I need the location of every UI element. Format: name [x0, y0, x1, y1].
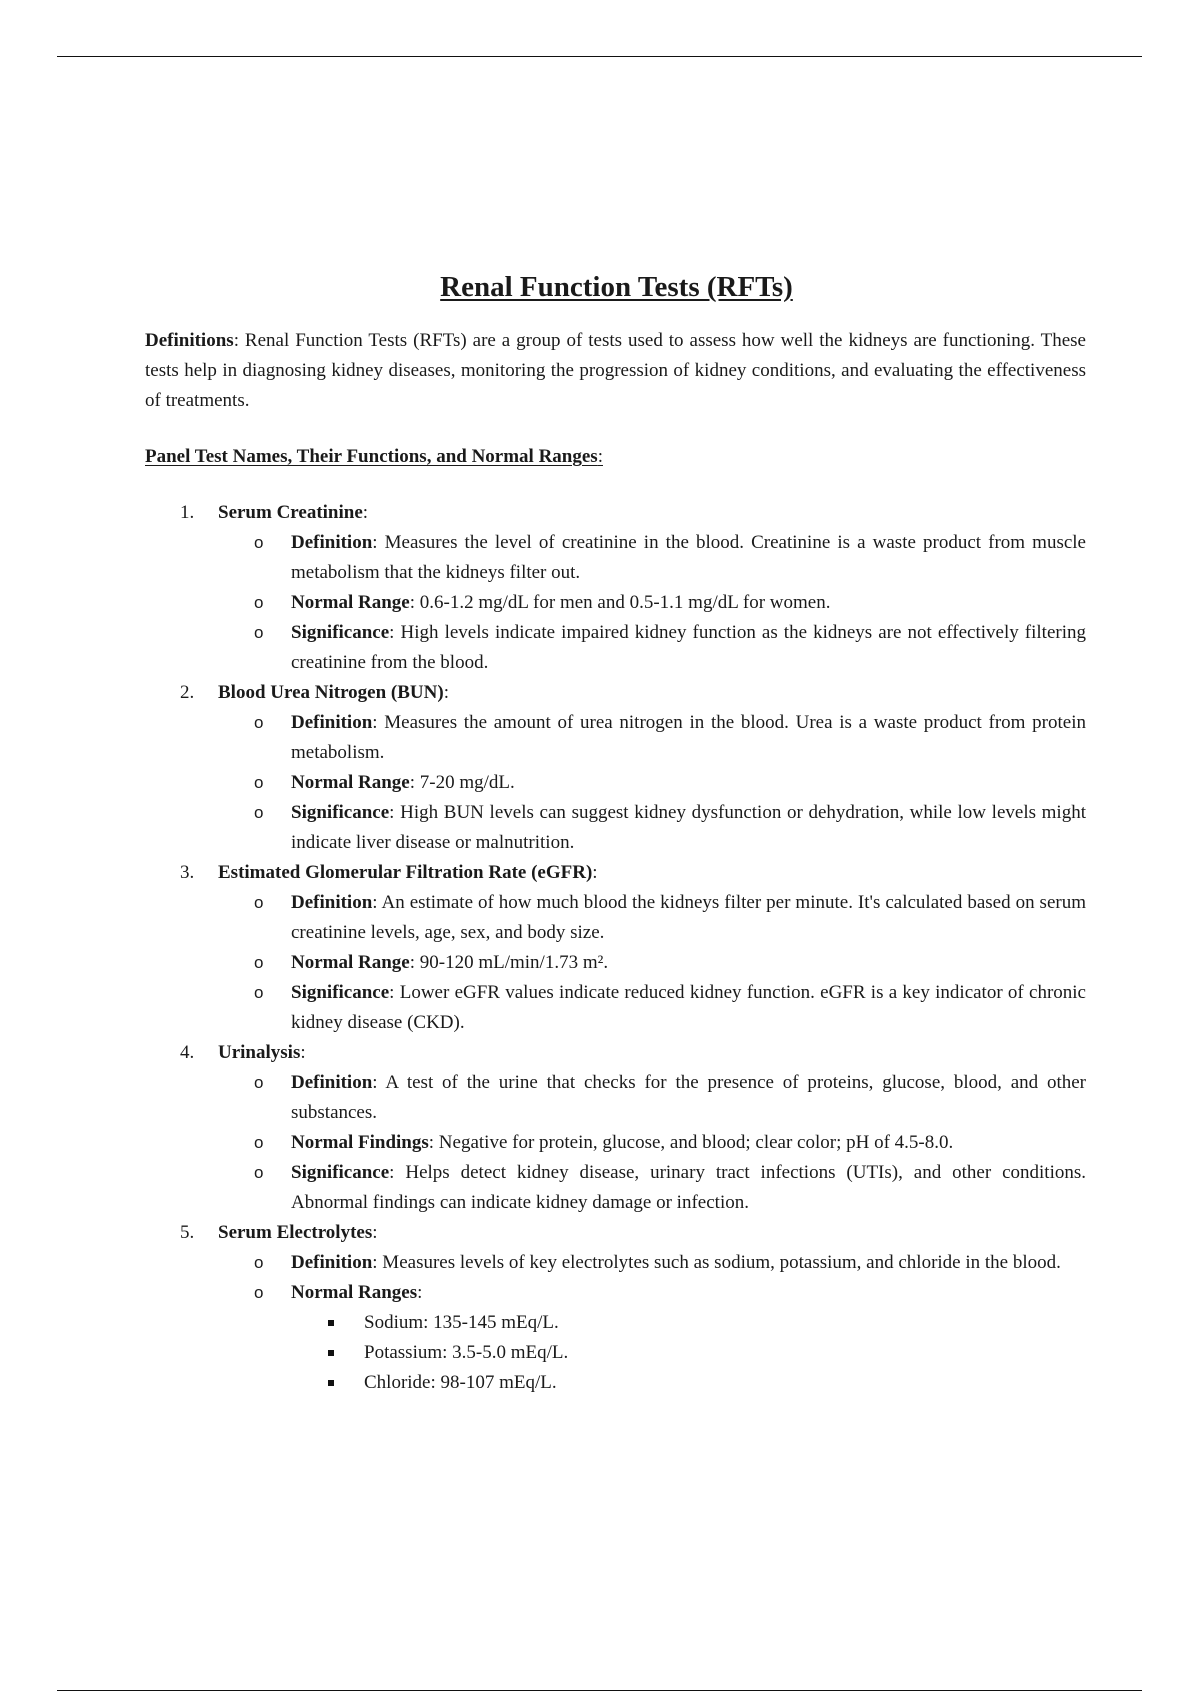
- circle-bullet-icon: o: [254, 713, 264, 732]
- circle-bullet-icon: o: [254, 623, 264, 642]
- detail-text: : Helps detect kidney disease, urinary tract infections (UTIs), and other conditions. Abnormal findings can indicate kidney damage or infection.: [291, 1162, 1086, 1213]
- detail-text: : Measures the level of creatinine in the blood. Creatinine is a waste product from muscle metabolism that the kidneys filter out.: [291, 532, 1086, 583]
- detail-text: : 90-120 mL/min/1.73 m².: [409, 952, 609, 973]
- detail-label: Definition: [291, 1072, 373, 1093]
- detail-text: :: [417, 1282, 423, 1303]
- square-bullet-icon: [328, 1320, 334, 1326]
- detail-item: [218, 1158, 1086, 1218]
- detail-text: : An estimate of how much blood the kidneys filter per minute. It's calculated based on serum creatinine levels, age, sex, and body size.: [291, 892, 1086, 943]
- detail-text: : Measures levels of key electrolytes such as sodium, potassium, and chloride in the blood.: [372, 1252, 1061, 1273]
- detail-text: : 7-20 mg/dL.: [409, 772, 515, 793]
- detail-item: [218, 708, 1086, 768]
- detail-text: : Negative for protein, glucose, and blood; clear color; pH of 4.5-8.0.: [428, 1132, 954, 1153]
- detail-label: Significance: [291, 982, 390, 1003]
- panel-heading: [145, 442, 1086, 472]
- test-detail-list: [218, 708, 1086, 858]
- range-item-chloride: [291, 1368, 1086, 1398]
- test-name-suffix: :: [443, 682, 449, 703]
- square-bullet-icon: [328, 1350, 334, 1356]
- detail-text: : A test of the urine that checks for the presence of proteins, glucose, blood, and other substances.: [291, 1072, 1086, 1123]
- test-detail-list: [218, 528, 1086, 678]
- detail-label: Normal Range: [291, 952, 410, 973]
- test-detail-list: [218, 888, 1086, 1038]
- circle-bullet-icon: o: [254, 983, 264, 1002]
- detail-item: [218, 1248, 1086, 1278]
- range-text: Sodium: 135-145 mEq/L.: [364, 1312, 559, 1333]
- detail-item: [218, 798, 1086, 858]
- test-item-serum-creatinine: [145, 498, 1086, 678]
- detail-label: Normal Range: [291, 772, 410, 793]
- detail-item: [218, 528, 1086, 588]
- definitions-paragraph: [145, 326, 1086, 416]
- detail-item: [218, 768, 1086, 798]
- circle-bullet-icon: o: [254, 1253, 264, 1272]
- test-number: 1.: [180, 502, 195, 523]
- test-item-serum-electrolytes: [145, 1218, 1086, 1398]
- test-number: 3.: [180, 862, 195, 883]
- detail-label: Significance: [291, 802, 390, 823]
- range-item-potassium: [291, 1338, 1086, 1368]
- detail-label: Definition: [291, 892, 373, 913]
- test-name: Blood Urea Nitrogen (BUN): [218, 682, 444, 703]
- detail-item: [218, 1128, 1086, 1158]
- definitions-text: : Renal Function Tests (RFTs) are a group of tests used to assess how well the kidneys are functioning. These tests help in diagnosing kidney diseases, monitoring the progression of kidney conditions, and evaluating the effectiveness of treatments.: [145, 330, 1086, 411]
- detail-label: Normal Ranges: [291, 1282, 418, 1303]
- detail-text: : 0.6-1.2 mg/dL for men and 0.5-1.1 mg/dL for women.: [409, 592, 831, 613]
- detail-label: Definition: [291, 532, 373, 553]
- detail-text: : Lower eGFR values indicate reduced kidney function. eGFR is a key indicator of chronic kidney disease (CKD).: [291, 982, 1086, 1033]
- detail-text: : High BUN levels can suggest kidney dysfunction or dehydration, while low levels might indicate liver disease or malnutrition.: [291, 802, 1086, 853]
- range-text: Potassium: 3.5-5.0 mEq/L.: [364, 1342, 569, 1363]
- test-item-egfr: [145, 858, 1086, 1038]
- test-name-suffix: :: [300, 1042, 306, 1063]
- test-name-suffix: :: [592, 862, 598, 883]
- detail-label: Definition: [291, 1252, 373, 1273]
- panel-heading-text: Panel Test Names, Their Functions, and Normal Ranges: [145, 446, 598, 467]
- test-detail-list: [218, 1248, 1086, 1398]
- square-bullet-icon: [328, 1380, 334, 1386]
- detail-label: Normal Range: [291, 592, 410, 613]
- test-item-bun: [145, 678, 1086, 858]
- test-name-suffix: :: [362, 502, 369, 523]
- detail-label: Significance: [291, 622, 390, 643]
- page-title: Renal Function Tests (RFTs): [440, 271, 793, 304]
- detail-item: [218, 948, 1086, 978]
- test-number: 4.: [180, 1042, 195, 1063]
- test-list: [145, 498, 1086, 1398]
- circle-bullet-icon: o: [254, 773, 264, 792]
- document-body: [145, 326, 1086, 1398]
- circle-bullet-icon: o: [254, 953, 264, 972]
- range-item-sodium: [291, 1308, 1086, 1338]
- circle-bullet-icon: o: [254, 1133, 264, 1152]
- test-name: Estimated Glomerular Filtration Rate (eGFR): [218, 862, 593, 883]
- definitions-label: Definitions: [145, 330, 234, 351]
- test-name: Serum Electrolytes: [218, 1222, 373, 1243]
- detail-item: [218, 1278, 1086, 1398]
- detail-text: : Measures the amount of urea nitrogen in the blood. Urea is a waste product from protein metabolism.: [291, 712, 1086, 763]
- range-text: Chloride: 98-107 mEq/L.: [364, 1372, 557, 1393]
- circle-bullet-icon: o: [254, 1283, 264, 1302]
- test-detail-list: [218, 1068, 1086, 1218]
- circle-bullet-icon: o: [254, 533, 264, 552]
- panel-heading-colon: :: [597, 446, 603, 467]
- detail-text: : High levels indicate impaired kidney function as the kidneys are not effectively filtering creatinine from the blood.: [291, 622, 1086, 673]
- footer-rule: [57, 1690, 1142, 1691]
- detail-label: Definition: [291, 712, 373, 733]
- test-name: Serum Creatinine: [218, 502, 363, 523]
- circle-bullet-icon: o: [254, 803, 264, 822]
- circle-bullet-icon: o: [254, 893, 264, 912]
- detail-item: [218, 888, 1086, 948]
- test-item-urinalysis: [145, 1038, 1086, 1218]
- detail-item: [218, 618, 1086, 678]
- test-number: 5.: [180, 1222, 195, 1243]
- detail-label: Normal Findings: [291, 1132, 429, 1153]
- detail-item: [218, 588, 1086, 618]
- circle-bullet-icon: o: [254, 593, 264, 612]
- detail-label: Significance: [291, 1162, 390, 1183]
- circle-bullet-icon: o: [254, 1163, 264, 1182]
- test-name: Urinalysis: [218, 1042, 301, 1063]
- header-rule: [57, 56, 1142, 57]
- electrolyte-range-list: [291, 1308, 1086, 1398]
- test-number: 2.: [180, 682, 195, 703]
- detail-item: [218, 978, 1086, 1038]
- test-name-suffix: :: [372, 1222, 378, 1243]
- detail-item: [218, 1068, 1086, 1128]
- circle-bullet-icon: o: [254, 1073, 264, 1092]
